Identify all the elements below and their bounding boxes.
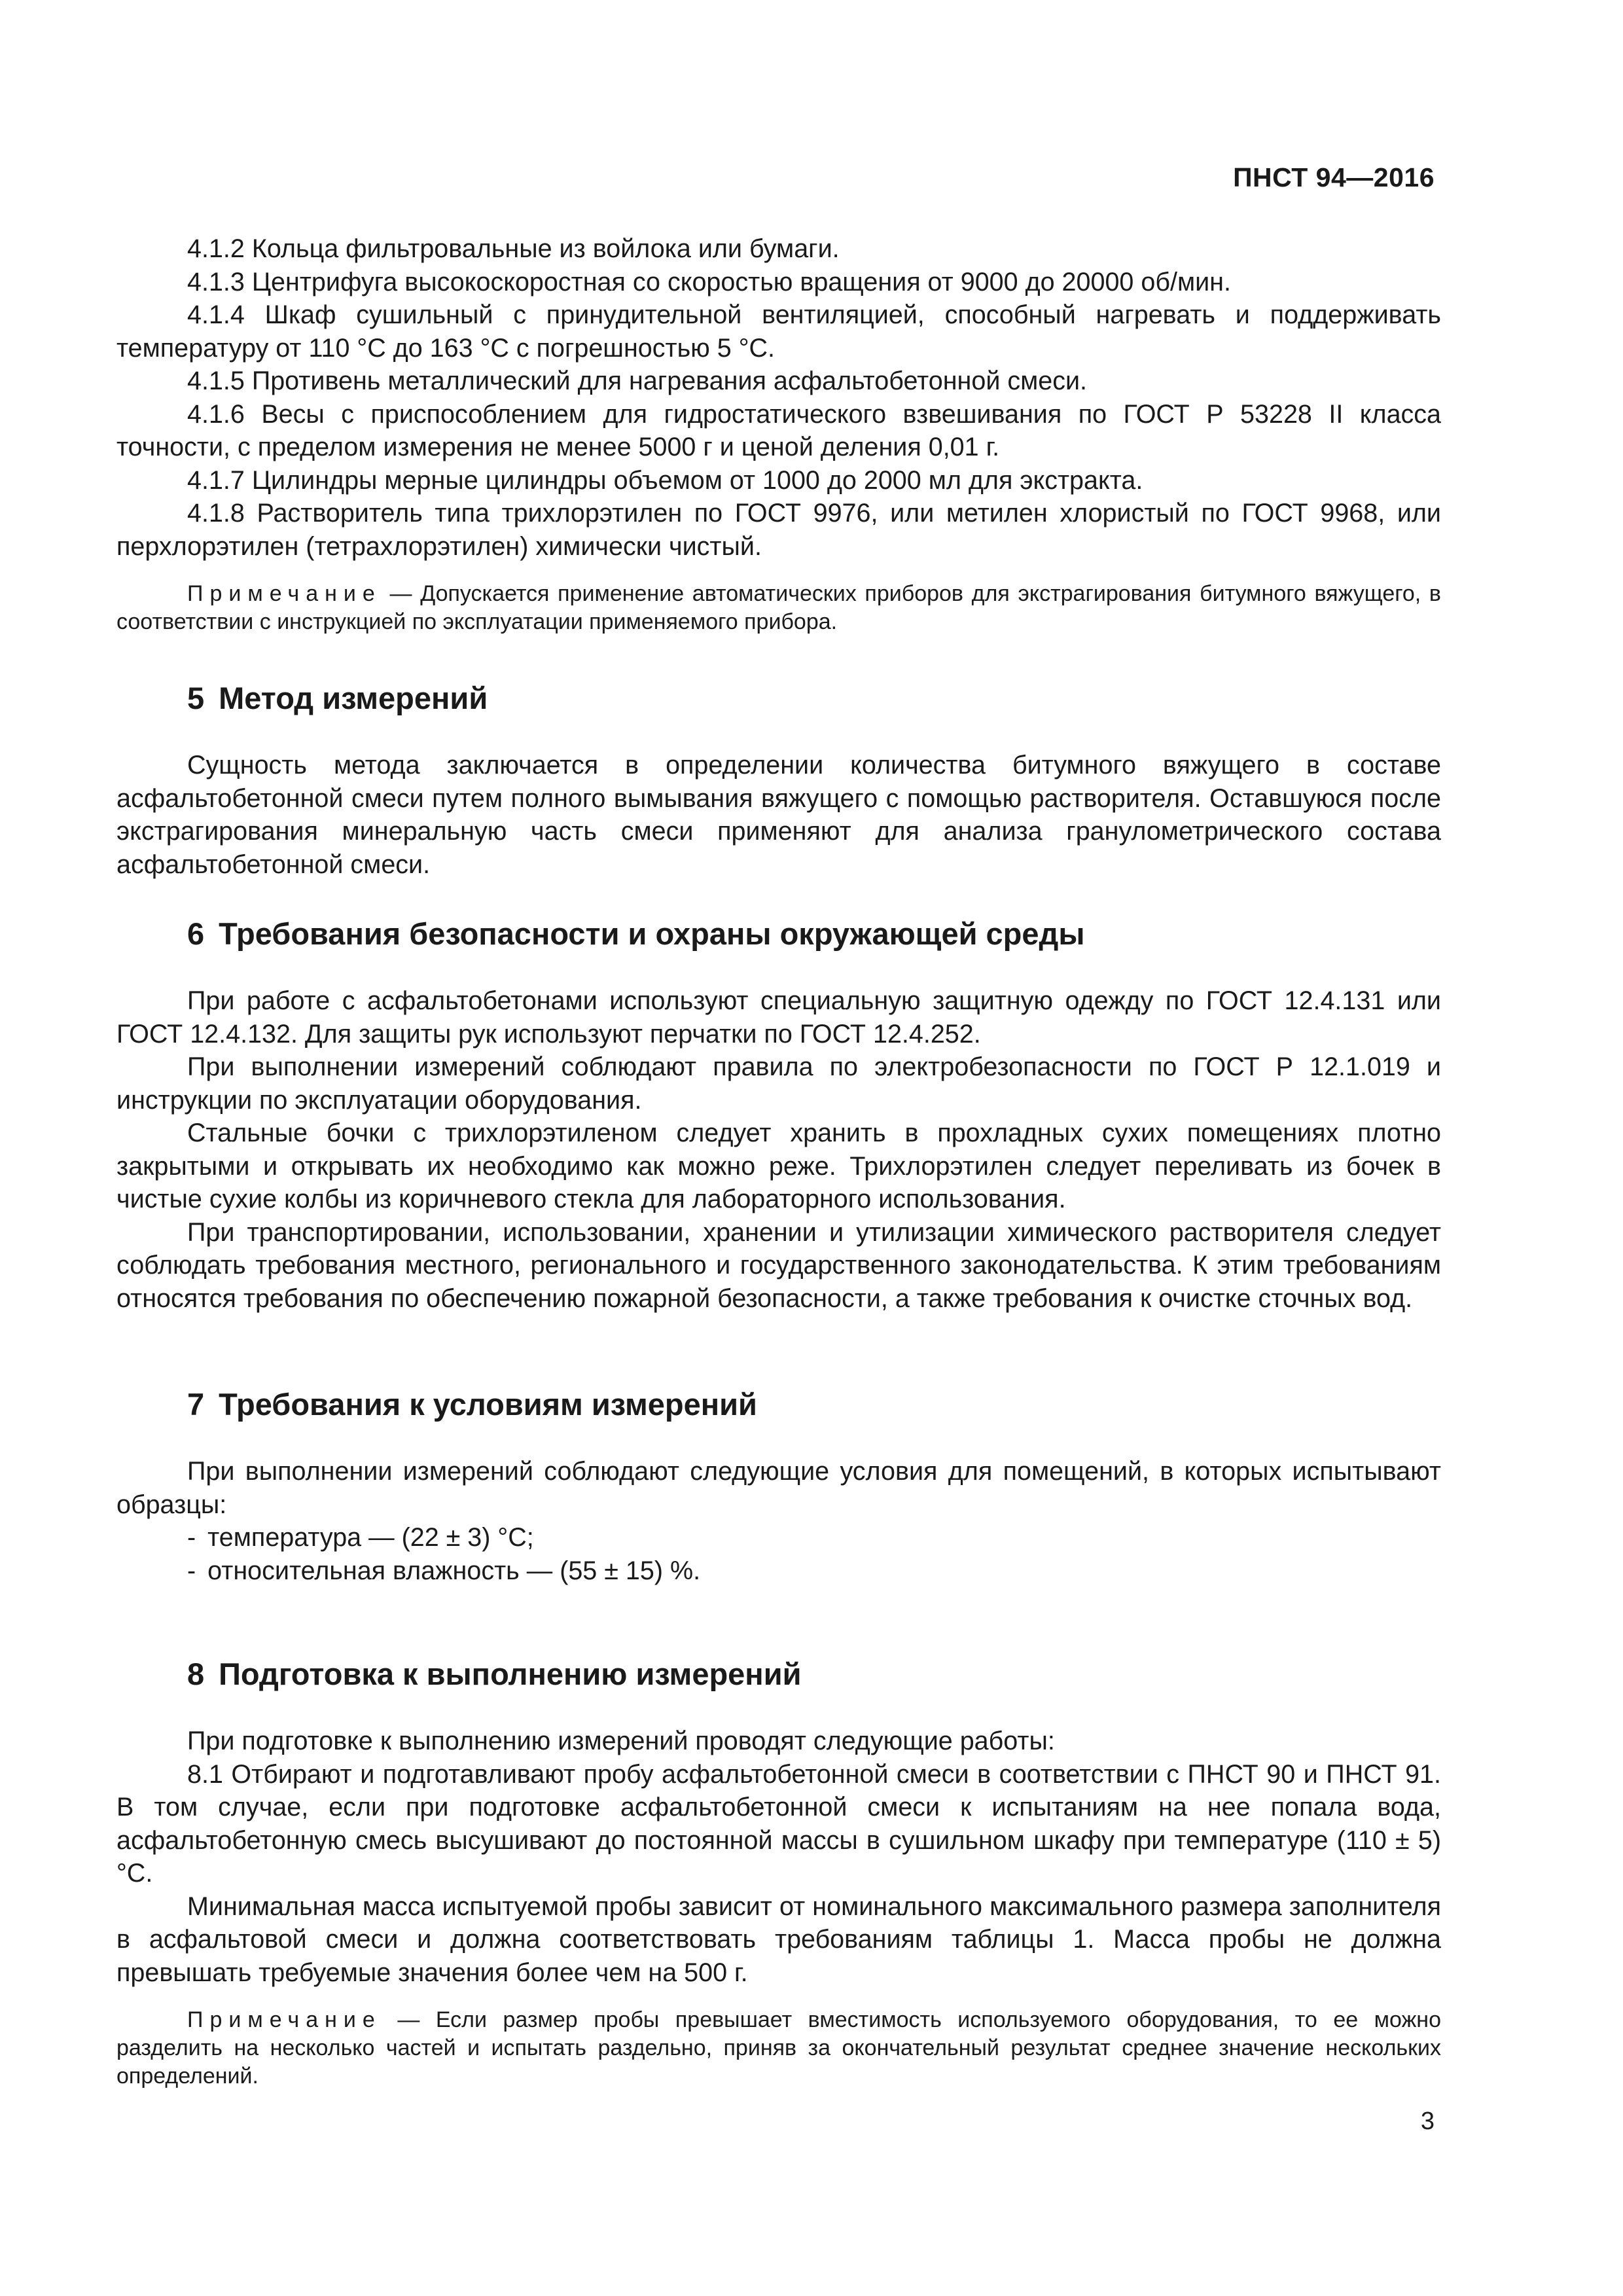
section-6-paragraph: При работе с асфальтобетонами используют специальную защитную одежду по ГОСТ 12.4.131 или ГОСТ 12.4.132. Для защиты рук используют перчатки по ГОСТ 12.4.252. bbox=[116, 986, 1441, 1049]
section-8-paragraph: При подготовке к выполнению измерений проводят следующие работы: bbox=[187, 1727, 1055, 1755]
section-6-body bbox=[116, 984, 1441, 1315]
section-8-heading bbox=[116, 1655, 1441, 1693]
section-6-heading bbox=[116, 915, 1441, 953]
note-automatic-devices bbox=[116, 580, 1441, 636]
equipment-item-4-1-3: 4.1.3 Центрифуга высокоскоростная со скоростью вращения от 9000 до 20000 об/мин. bbox=[187, 267, 1231, 296]
condition-text: относительная влажность — (55 ± 15) %. bbox=[207, 1556, 701, 1585]
section-6-paragraph: При выполнении измерений соблюдают правила по электробезопасности по ГОСТ Р 12.1.019 и инструкции по эксплуатации оборудования. bbox=[116, 1052, 1441, 1115]
section-number: 7 bbox=[187, 1387, 205, 1422]
document-code: ПНСТ 94—2016 bbox=[1233, 162, 1435, 192]
section-5-paragraph: Сущность метода заключается в определении количества битумного вяжущего в составе асфальтобетонной смеси путем полного вымывания вяжущего с помощью растворителя. Оставшуюся после экстрагирования минеральную часть смеси применяют для анализа гранулометрического состава асфальтобетонной смеси. bbox=[116, 751, 1441, 879]
equipment-list bbox=[116, 232, 1441, 563]
note-label: Примечание bbox=[187, 581, 382, 606]
equipment-item-4-1-6: 4.1.6 Весы с приспособлением для гидростатического взвешивания по ГОСТ Р 53228 II класса точности, с пределом измерения не менее 5000 г и ценой деления 0,01 г. bbox=[116, 399, 1441, 461]
page-content bbox=[116, 232, 1441, 2090]
condition-text: температура — (22 ± 3) °С; bbox=[207, 1523, 534, 1552]
equipment-item-4-1-4: 4.1.4 Шкаф сушильный с принудительной вентиляцией, способный нагревать и поддерживать температуру от 110 °С до 163 °С с погрешностью 5 °С. bbox=[116, 300, 1441, 363]
section-8-body bbox=[116, 1725, 1441, 1989]
section-title: Требования безопасности и охраны окружающей среды bbox=[219, 916, 1085, 951]
section-number: 6 bbox=[187, 916, 205, 951]
section-8-paragraph: 8.1 Отбирают и подготавливают пробу асфальтобетонной смеси в соответствии с ПНСТ 90 и ПНСТ 91. В том случае, если при подготовке асфальтобетонной смеси к испытаниям на нее попала вода, асфальтобетонную смесь высушивают до постоянной массы в сушильном шкафу при температуре (110 ± 5) °С. bbox=[116, 1759, 1441, 1888]
section-5-heading bbox=[116, 679, 1441, 717]
section-8-paragraph: Минимальная масса испытуемой пробы зависит от номинального максимального размера заполнителя в асфальтовой смеси и должна соответствовать требованиям таблицы 1. Масса пробы не должна превышать требуемые значения более чем на 500 г. bbox=[116, 1892, 1441, 1987]
section-7-heading bbox=[116, 1386, 1441, 1424]
section-7-intro: При выполнении измерений соблюдают следующие условия для помещений, в которых испытывают образцы: bbox=[116, 1457, 1441, 1519]
condition-item: - температура — (22 ± 3) °С; bbox=[187, 1523, 534, 1552]
section-title: Требования к условиям измерений bbox=[219, 1387, 757, 1422]
equipment-item-4-1-5: 4.1.5 Противень металлический для нагревания асфальтобетонной смеси. bbox=[187, 367, 1088, 395]
condition-item: - относительная влажность — (55 ± 15) %. bbox=[187, 1556, 701, 1585]
note-text: — Если размер пробы превышает вместимость используемого оборудования, то ее можно разделить на несколько частей и испытать раздельно, приняв за окончательный результат среднее значение нескольких определений. bbox=[116, 2007, 1441, 2089]
section-title: Метод измерений bbox=[219, 681, 488, 715]
section-6-paragraph: Стальные бочки с трихлорэтиленом следует хранить в прохладных сухих помещениях плотно закрытыми и открывать их необходимо как можно реже. Трихлорэтилен следует переливать из бочек в чистые сухие колбы из коричневого стекла для лабораторного использования. bbox=[116, 1119, 1441, 1213]
equipment-item-4-1-8: 4.1.8 Растворитель типа трихлорэтилен по ГОСТ 9976, или метилен хлористый по ГОСТ 9968, или перхлорэтилен (тетрахлорэтилен) химически чистый. bbox=[116, 499, 1441, 561]
equipment-item-4-1-2: 4.1.2 Кольца фильтровальные из войлока или бумаги. bbox=[187, 234, 840, 263]
note-label: Примечание bbox=[187, 2007, 382, 2032]
page-number: 3 bbox=[1420, 2108, 1435, 2135]
section-title: Подготовка к выполнению измерений bbox=[219, 1657, 802, 1691]
note-sample-size bbox=[116, 2006, 1441, 2090]
section-number: 5 bbox=[187, 681, 205, 715]
equipment-item-4-1-7: 4.1.7 Цилиндры мерные цилиндры объемом от 1000 до 2000 мл для экстракта. bbox=[187, 465, 1143, 495]
section-number: 8 bbox=[187, 1657, 205, 1691]
section-6-paragraph: При транспортировании, использовании, хранении и утилизации химического растворителя следует соблюдать требования местного, регионального и государственного законодательства. К этим требованиям относятся требования по обеспечению пожарной безопасности, а также требования к очистке сточных вод. bbox=[116, 1217, 1441, 1313]
note-text: — Допускается применение автоматических приборов для экстрагирования битумного вяжущего, в соответствии с инструкцией по эксплуатации применяемого прибора. bbox=[116, 581, 1441, 634]
